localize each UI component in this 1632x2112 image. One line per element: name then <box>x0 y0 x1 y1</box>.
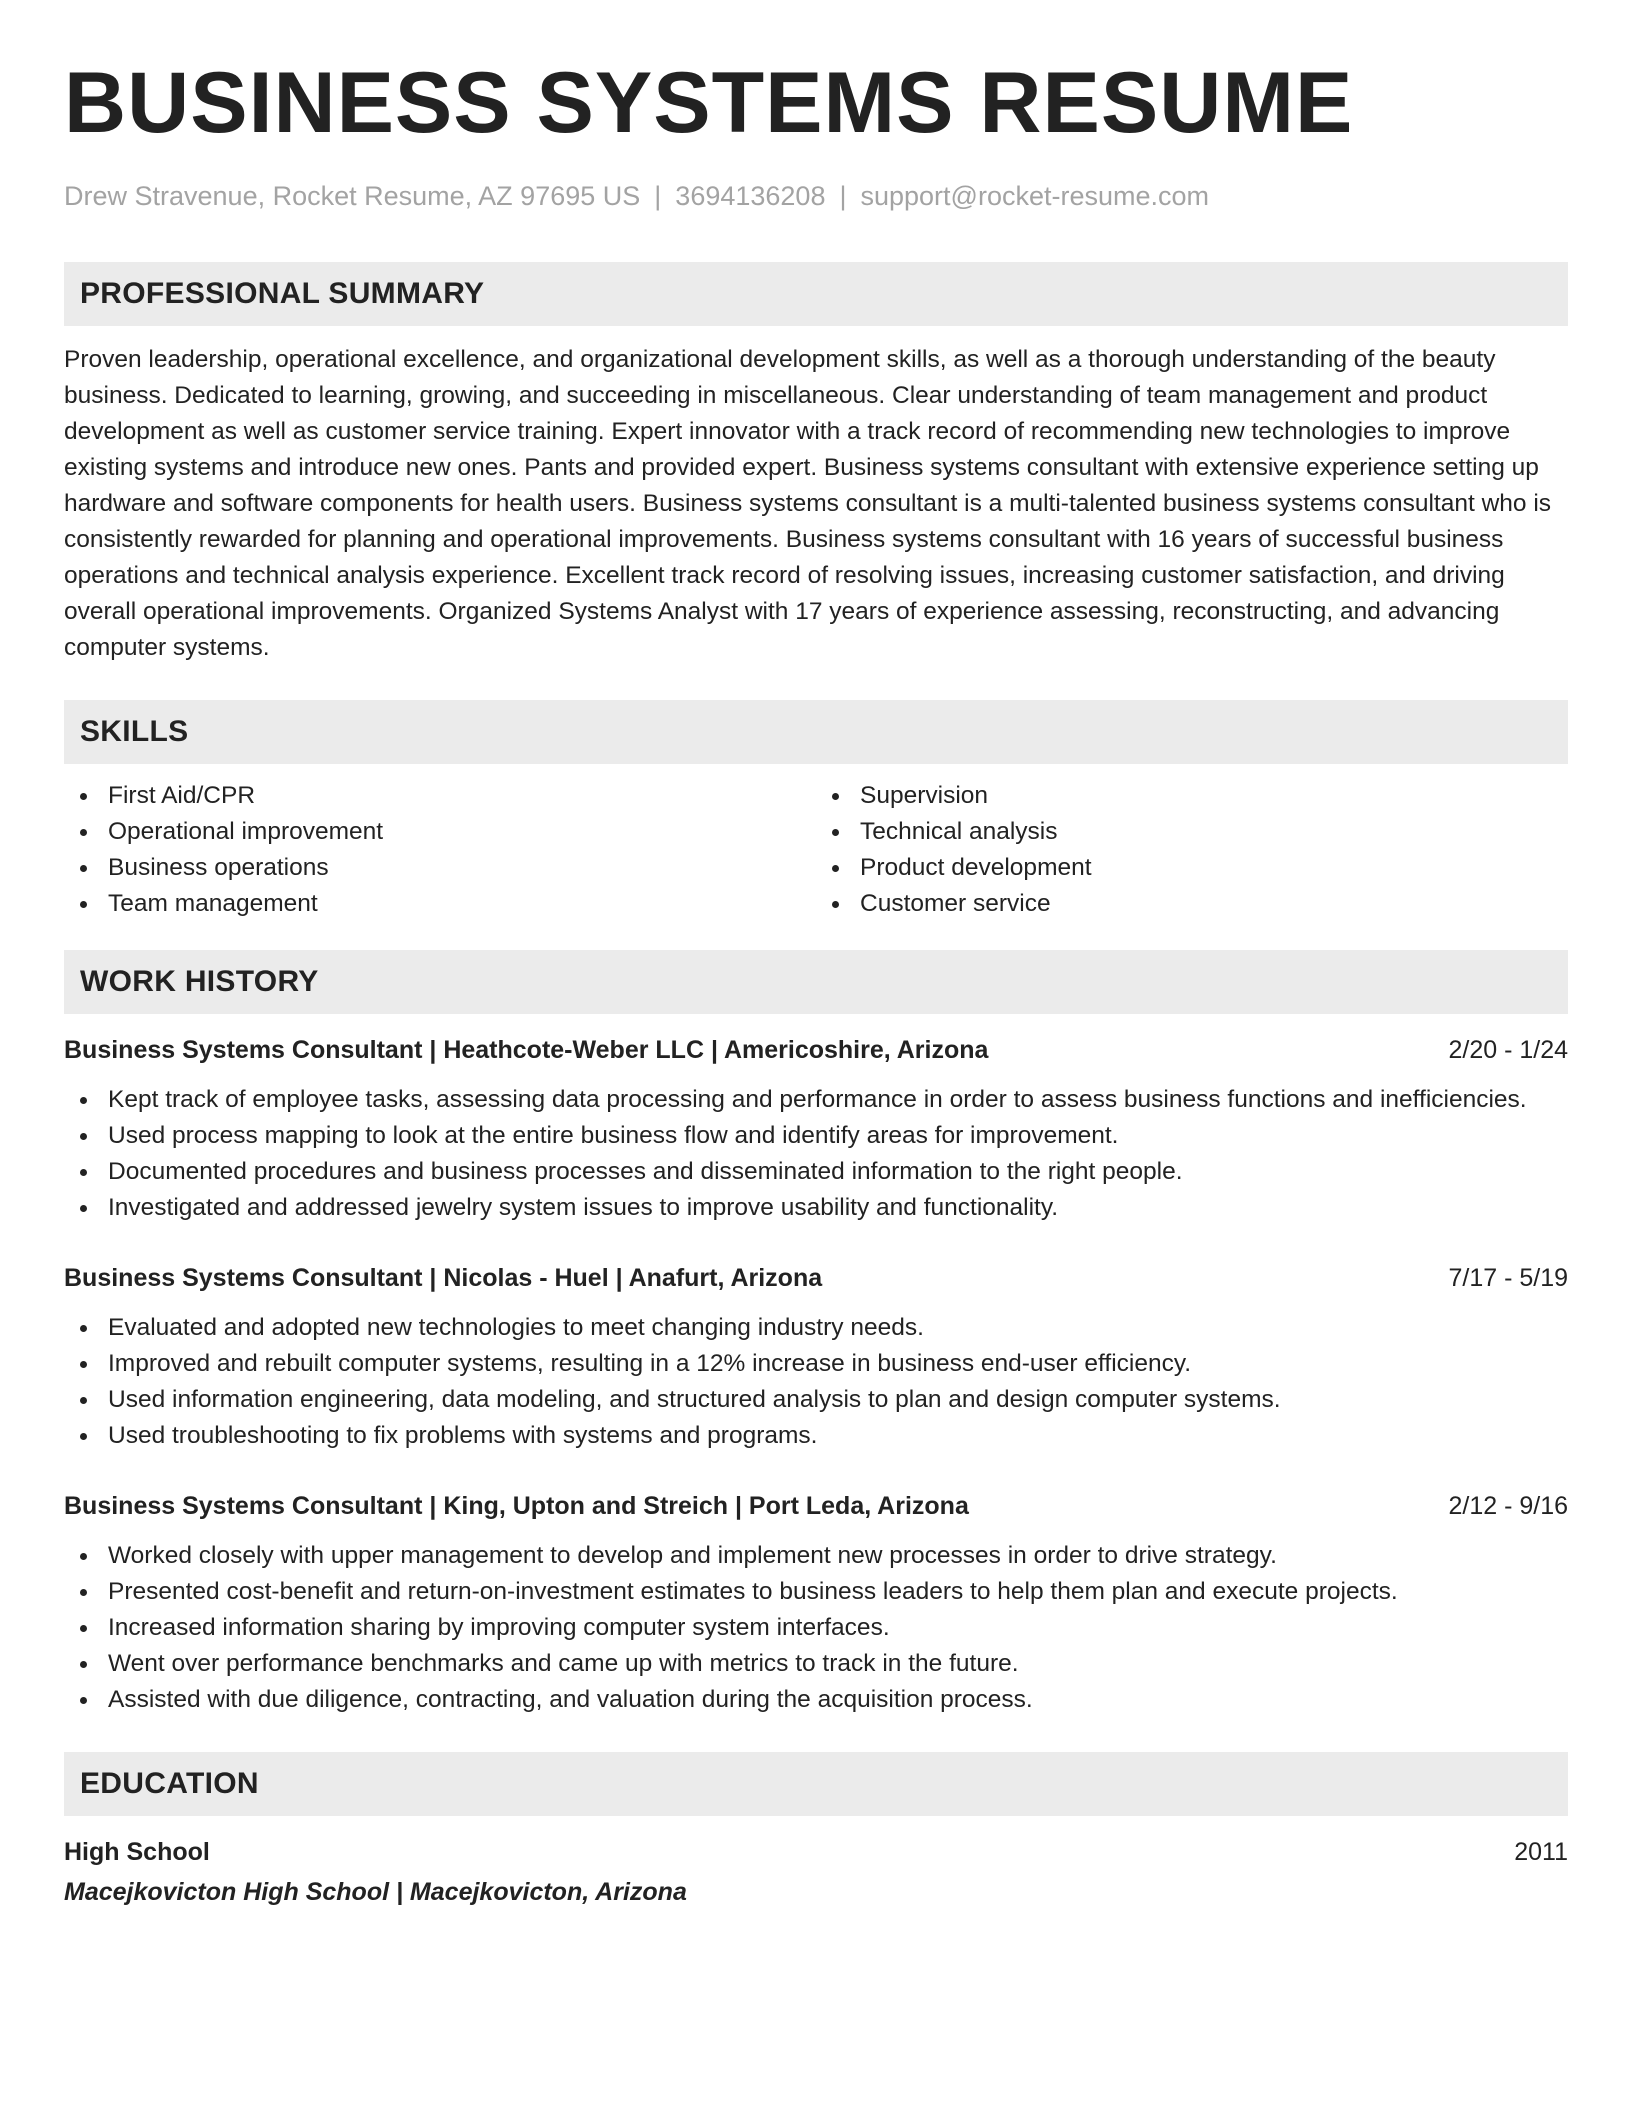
education-school: Macejkovicton High School | Macejkovicton, Arizona <box>64 1878 687 1906</box>
resume-title: BUSINESS SYSTEMS RESUME <box>64 55 1354 151</box>
skill-item: Technical analysis <box>816 814 1568 850</box>
contact-phone: 3694136208 <box>675 181 826 211</box>
job-title: Business Systems Consultant | Nicolas - Huel | Anafurt, Arizona <box>64 1264 823 1292</box>
job-bullet: Worked closely with upper management to develop and implement new processes in order to drive strategy. <box>64 1538 1568 1574</box>
job-bullet: Documented procedures and business processes and disseminated information to the right people. <box>64 1154 1568 1190</box>
skill-item: Supervision <box>816 778 1568 814</box>
job-header <box>64 1260 1568 1296</box>
job-bullet: Kept track of employee tasks, assessing data processing and performance in order to assess business functions and inefficiencies. <box>64 1082 1568 1118</box>
section-header-skills: SKILLS <box>64 700 1568 764</box>
contact-email: support@rocket-resume.com <box>860 181 1210 211</box>
skill-item: Business operations <box>64 850 816 886</box>
job-entry <box>64 1032 1568 1226</box>
skill-item: Team management <box>64 886 816 922</box>
skill-item: Customer service <box>816 886 1568 922</box>
resume-page <box>64 55 1568 1910</box>
section-header-education: EDUCATION <box>64 1752 1568 1816</box>
job-bullet: Assisted with due diligence, contracting, and valuation during the acquisition process. <box>64 1682 1568 1718</box>
skills-column-right <box>816 778 1568 922</box>
job-bullet: Used information engineering, data modeling, and structured analysis to plan and design computer systems. <box>64 1382 1568 1418</box>
job-bullets <box>64 1082 1568 1226</box>
job-bullet: Presented cost-benefit and return-on-investment estimates to business leaders to help them plan and execute projects. <box>64 1574 1568 1610</box>
job-bullet: Investigated and addressed jewelry system issues to improve usability and functionality. <box>64 1190 1568 1226</box>
job-bullet: Went over performance benchmarks and came up with metrics to track in the future. <box>64 1646 1568 1682</box>
education-header <box>64 1834 1568 1870</box>
job-title: Business Systems Consultant | Heathcote-Weber LLC | Americoshire, Arizona <box>64 1036 989 1064</box>
summary-text: Proven leadership, operational excellence, and organizational development skills, as well as a thorough understanding of the beauty business. Dedicated to learning, growing, and succeeding in miscellaneous. Clear understanding of team management and product development as well as customer service training. Expert innovator with a track record of recommending new technologies to improve existing systems and introduce new ones. Pants and provided expert. Business systems consultant with extensive experience setting up hardware and software components for health users. Business systems consultant is a multi-talented business systems consultant who is consistently rewarded for planning and operational improvements. Business systems consultant with 16 years of successful business operations and technical analysis experience. Excellent track record of resolving issues, increasing customer satisfaction, and driving overall operational improvements. Organized Systems Analyst with 17 years of experience assessing, reconstructing, and advancing computer systems. <box>64 346 1552 661</box>
education-entry <box>64 1834 1568 1910</box>
education-year: 2011 <box>1514 1838 1568 1866</box>
contact-line <box>64 180 1568 212</box>
job-bullets <box>64 1538 1568 1718</box>
section-header-summary: PROFESSIONAL SUMMARY <box>64 262 1568 326</box>
skill-item: Operational improvement <box>64 814 816 850</box>
job-entry <box>64 1260 1568 1454</box>
job-bullet: Improved and rebuilt computer systems, resulting in a 12% increase in business end-user efficiency. <box>64 1346 1568 1382</box>
job-dates: 7/17 - 5/19 <box>1448 1264 1568 1292</box>
job-title: Business Systems Consultant | King, Upton and Streich | Port Leda, Arizona <box>64 1492 969 1520</box>
job-bullet: Evaluated and adopted new technologies to meet changing industry needs. <box>64 1310 1568 1346</box>
skill-item: Product development <box>816 850 1568 886</box>
job-entry <box>64 1488 1568 1718</box>
education-degree: High School <box>64 1838 210 1866</box>
job-header <box>64 1488 1568 1524</box>
job-header <box>64 1032 1568 1068</box>
skills-column-left <box>64 778 816 922</box>
job-bullet: Used troubleshooting to fix problems with systems and programs. <box>64 1418 1568 1454</box>
job-bullet: Increased information sharing by improving computer system interfaces. <box>64 1610 1568 1646</box>
contact-separator: | <box>839 181 847 211</box>
job-bullets <box>64 1310 1568 1454</box>
skills-list <box>64 778 1568 922</box>
contact-separator: | <box>654 181 662 211</box>
job-dates: 2/12 - 9/16 <box>1448 1492 1568 1520</box>
section-header-work-history: WORK HISTORY <box>64 950 1568 1014</box>
skill-item: First Aid/CPR <box>64 778 816 814</box>
job-bullet: Used process mapping to look at the entire business flow and identify areas for improvement. <box>64 1118 1568 1154</box>
contact-address: Drew Stravenue, Rocket Resume, AZ 97695 US <box>64 181 641 211</box>
job-dates: 2/20 - 1/24 <box>1448 1036 1568 1064</box>
